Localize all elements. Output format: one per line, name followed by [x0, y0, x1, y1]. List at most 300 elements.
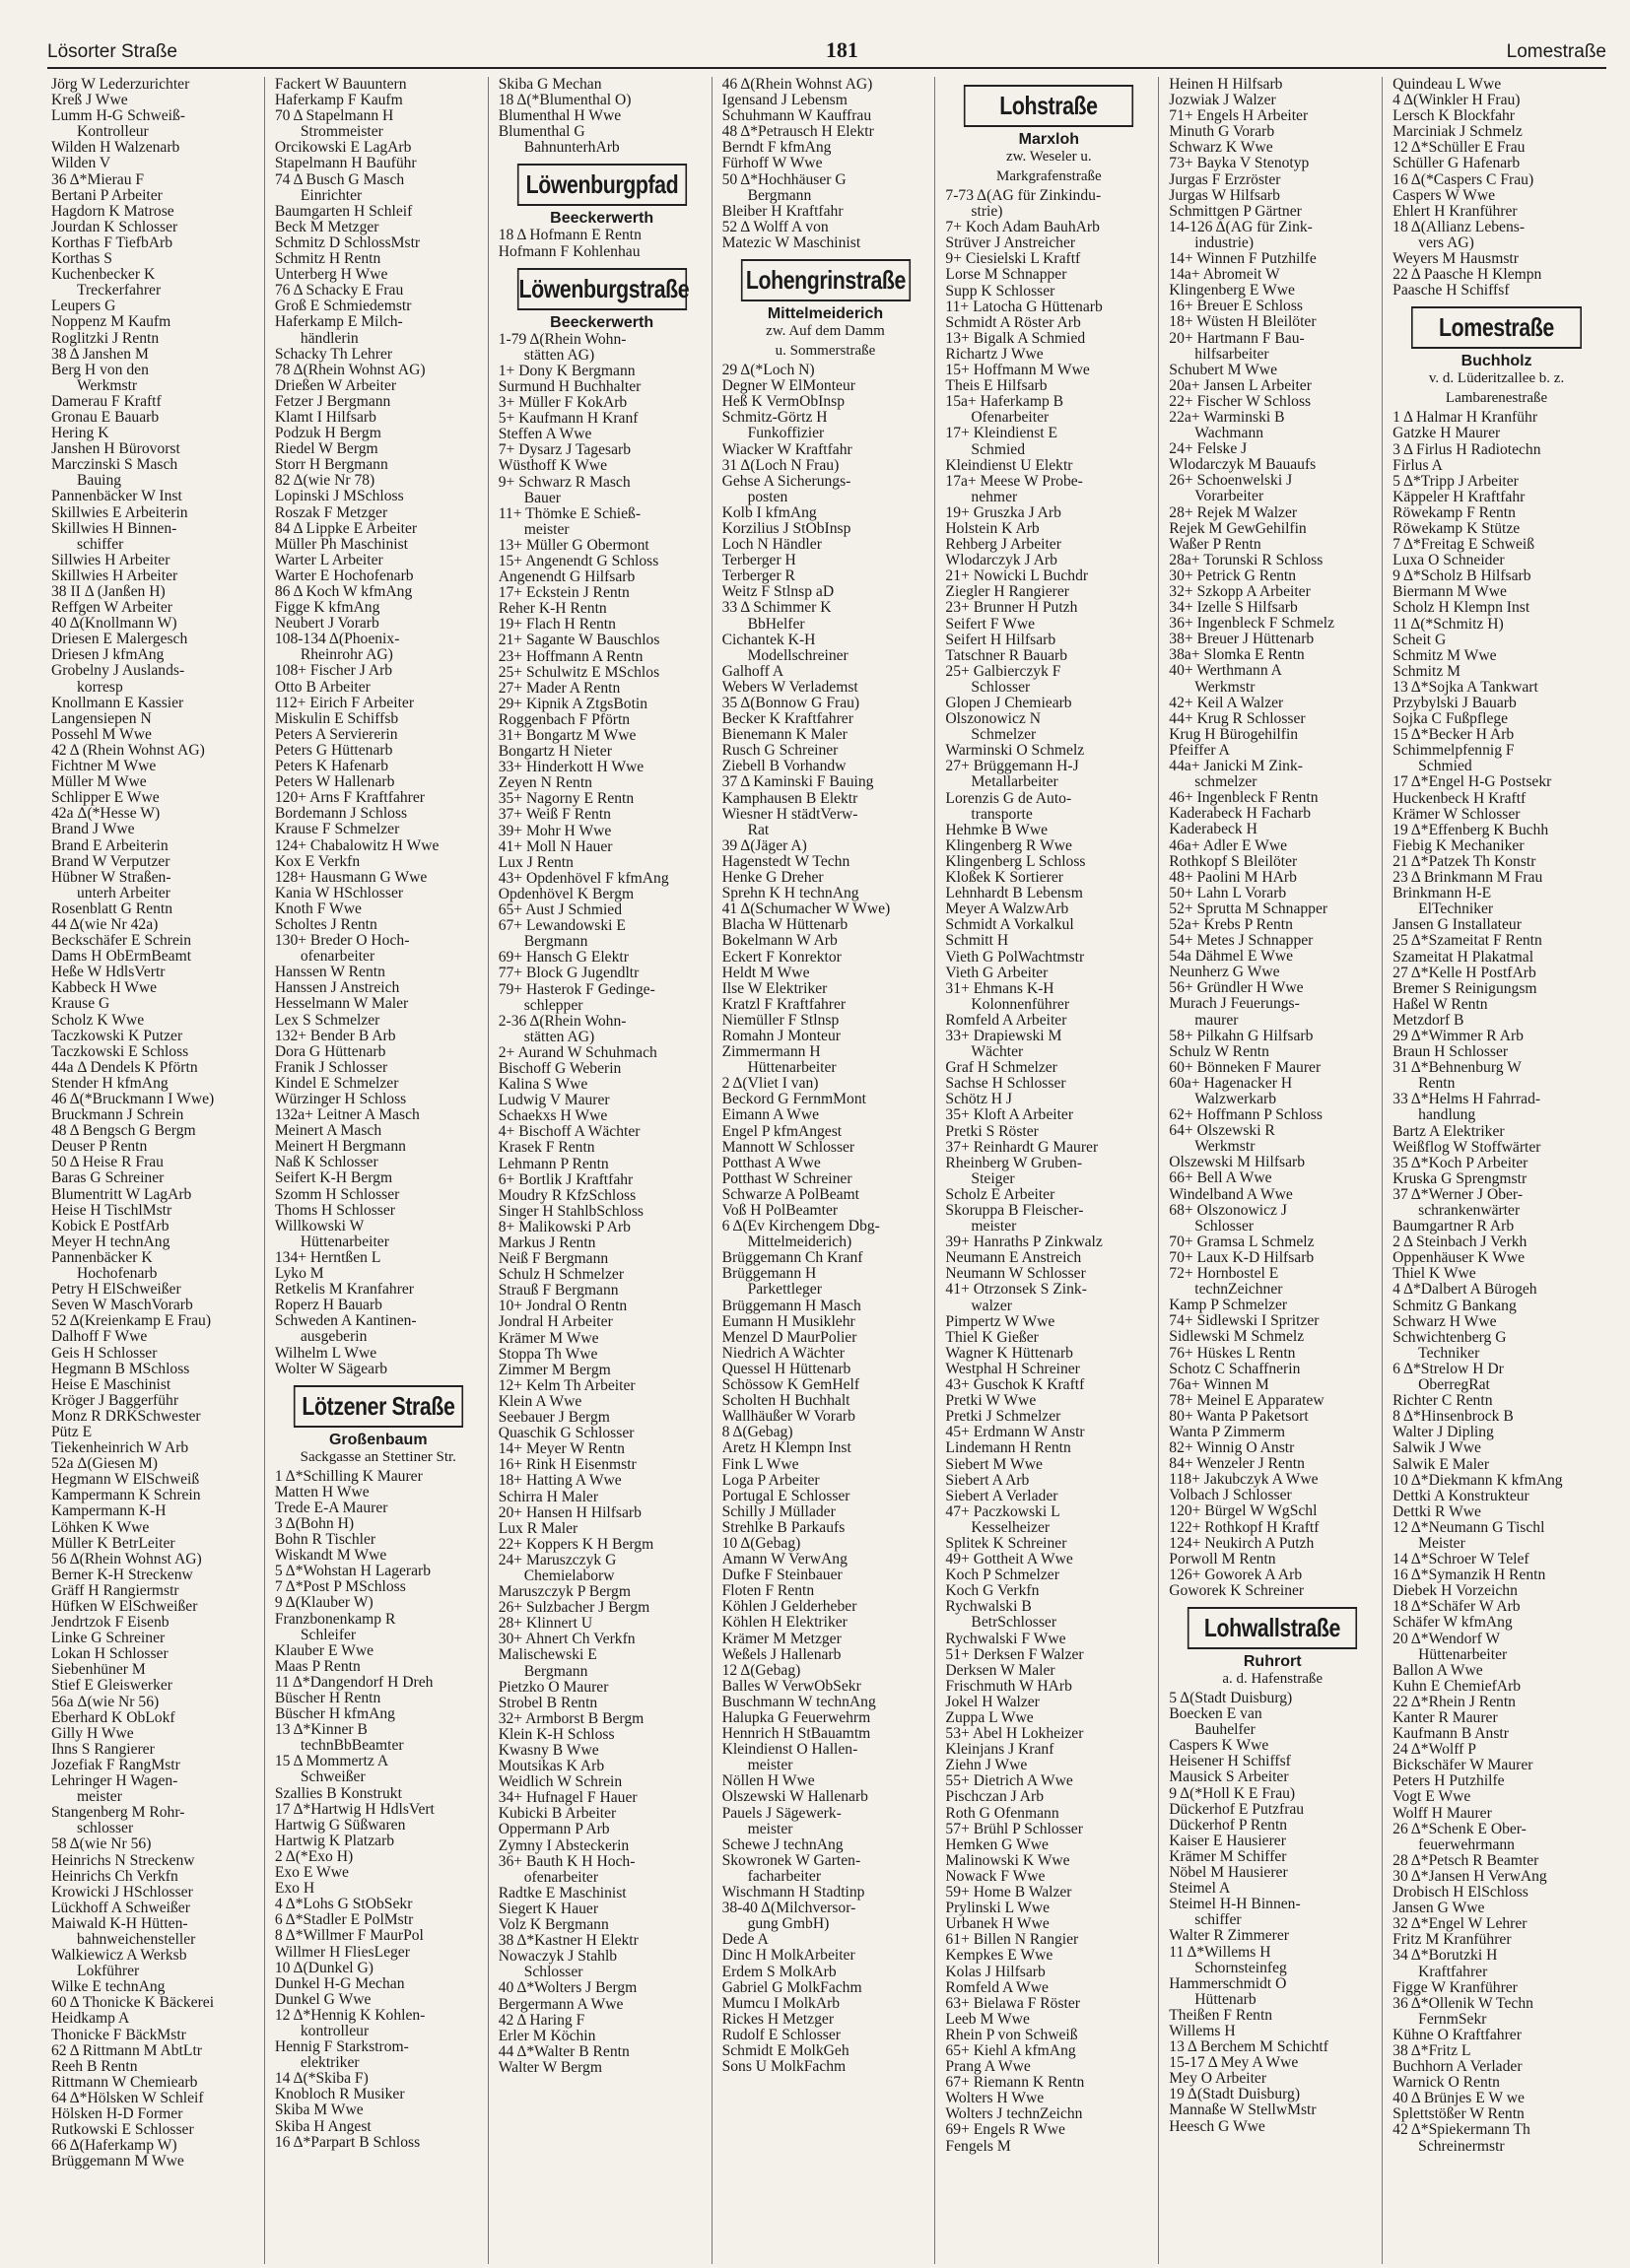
directory-entry: Heesch G Wwe	[1169, 2118, 1265, 2135]
directory-entry: Kox E Verkfn	[274, 853, 361, 870]
directory-entry: Drießen W Arbeiter	[274, 377, 397, 394]
directory-entry: Meyer A WalzwArb	[945, 901, 1069, 918]
directory-entry: 49+ Gottheit A Wwe	[945, 1552, 1073, 1568]
directory-entry: 48 Δ*Petrausch H Elektr	[721, 124, 874, 141]
directory-entry: 17+ Kleindienst E	[945, 426, 1058, 442]
directory-entry: Wilke E technAng	[51, 1979, 166, 1996]
directory-entry: Weßels J Hallenarb	[721, 1646, 842, 1663]
directory-entry: 20+ Hansen H Hilfsarb	[498, 1504, 642, 1521]
directory-entry: Vieth G Arbeiter	[945, 965, 1049, 981]
directory-entry: 35+ Kloft A Arbeiter	[945, 1107, 1074, 1124]
directory-entry: 10 Δ(Gebag)	[721, 1535, 801, 1552]
directory-entry: Warnick O Rentn	[1392, 2075, 1500, 2092]
directory-entry: Jurgas W Hilfsarb	[1169, 187, 1280, 204]
directory-entry: Heisener H Schiffsf	[1169, 1754, 1291, 1770]
entry-continuation: Treckerfahrer	[77, 283, 162, 300]
directory-entry: Klingenberg R Wwe	[945, 837, 1072, 854]
directory-entry: Beckord G FernmMont	[721, 1092, 866, 1108]
directory-entry: Driesen E Malergesch	[51, 632, 188, 648]
entry-continuation: Bauhelfer	[1194, 1722, 1256, 1739]
directory-entry: 21+ Sagante W Bauschlos	[498, 633, 660, 649]
directory-entry: Schacky Th Lehrer	[274, 346, 393, 363]
directory-entry: Pauels J Sägewerk-	[721, 1805, 842, 1822]
directory-entry: Sprehn K H technAng	[721, 886, 859, 902]
entry-continuation: Schornsteinfeg	[1194, 1960, 1287, 1976]
directory-entry: 4 Δ*Dalbert A Bürogeh	[1392, 1282, 1537, 1299]
directory-entry: Niemüller F Stlnsp	[721, 1012, 840, 1029]
directory-entry: 2 Δ(Vliet I van)	[721, 1076, 819, 1093]
directory-entry: 60 Δ Thonicke K Bäckerei	[51, 1995, 215, 2012]
entry-continuation: Lokführer	[77, 1964, 140, 1980]
directory-entry: Dora G Hüttenarb	[274, 1043, 386, 1060]
directory-entry: 38 Δ*Fritz L	[1392, 2042, 1471, 2059]
directory-entry: Dalhoff F Wwe	[51, 1329, 148, 1346]
directory-entry: Heidkamp A	[51, 2011, 130, 2028]
directory-entry: 47+ Paczkowski L	[945, 1503, 1060, 1520]
directory-entry: Salwik E Maler	[1392, 1456, 1490, 1473]
directory-entry: Bergermann A Wwe	[498, 1996, 624, 2013]
entry-continuation: Schleifer	[300, 1627, 357, 1643]
directory-entry: 44+ Krug R Schlosser	[1169, 710, 1306, 727]
entry-continuation: korresp	[77, 679, 123, 696]
directory-entry: Rosenblatt G Rentn	[51, 901, 173, 917]
directory-entry: Korthas S	[51, 251, 112, 268]
directory-entry: 24+ Maruszczyk G	[498, 1552, 617, 1568]
directory-entry: Beck M Metzger	[274, 219, 379, 235]
entry-continuation: bahnweichensteller	[77, 1931, 196, 1948]
directory-entry: Schmitz H Rentn	[274, 251, 381, 268]
directory-entry: Tiekenheinrich W Arb	[51, 1440, 189, 1457]
directory-entry: Berndt F kfmAng	[721, 140, 832, 157]
directory-entry: 70+ Laux K-D Hilfsarb	[1169, 1249, 1315, 1266]
entry-continuation: industrie)	[1194, 234, 1255, 251]
directory-entry: 53+ Abel H Lokheizer	[945, 1726, 1084, 1743]
directory-entry: Hölsken H-D Former	[51, 2106, 183, 2122]
directory-entry: Jourdan K Schlosser	[51, 219, 178, 235]
directory-entry: Groß E Schmiedemstr	[274, 299, 412, 315]
directory-entry: Erler M Köchin	[498, 2028, 596, 2044]
directory-entry: Radtke E Maschinist	[498, 1885, 627, 1901]
entry-continuation: Hüttenarb	[1194, 1991, 1256, 2008]
directory-entry: 52+ Sprutta M Schnapper	[1169, 901, 1328, 917]
directory-entry: Przybylski J Bauarb	[1392, 696, 1517, 711]
directory-entry: Löhken K Wwe	[51, 1519, 150, 1536]
directory-entry: 2 Δ Steinbach J Verkh	[1392, 1234, 1528, 1251]
directory-entry: 22 Δ*Rhein J Rentn	[1392, 1694, 1516, 1710]
directory-entry: Hering K	[51, 426, 109, 442]
entry-continuation: BbHelfer	[747, 616, 805, 633]
directory-entry: Caspers K Wwe	[1169, 1738, 1269, 1755]
directory-entry: Graf H Schmelzer	[945, 1060, 1057, 1077]
entry-continuation: händlerin	[300, 330, 359, 347]
directory-entry: 25+ Schulwitz E MSchlos	[498, 664, 660, 681]
directory-entry: Heldt M Wwe	[721, 965, 810, 981]
directory-entry: Knoth F Wwe	[274, 901, 362, 917]
directory-entry: 3 Δ(Bohn H)	[274, 1515, 355, 1532]
directory-entry: Beckschäfer E Schrein	[51, 933, 192, 950]
directory-entry: Meinert H Bergmann	[274, 1139, 406, 1156]
entry-continuation: Hüttenarbeiter	[1418, 1646, 1508, 1663]
directory-entry: 65+ Aust J Schmied	[498, 902, 623, 919]
entry-continuation: Bergmann	[523, 934, 588, 951]
directory-entry: Schilly J Müllader	[721, 1503, 836, 1520]
directory-entry: Hüfken W ElSchweißer	[51, 1599, 198, 1615]
directory-entry: Lersch K Blockfahr	[1392, 108, 1515, 125]
directory-entry: Schmidt A Röster Arb	[945, 314, 1081, 331]
directory-entry: 62 Δ Rittmann M AbtLtr	[51, 2042, 202, 2059]
directory-entry: 82 Δ(wie Nr 78)	[274, 473, 375, 490]
directory-entry: Dams H ObErmBeamt	[51, 949, 192, 966]
directory-entry: 8+ Malikowski P Arb	[498, 1219, 631, 1235]
directory-entry: Seifert H Hilfsarb	[945, 632, 1056, 648]
entry-continuation: Werkmstr	[1194, 679, 1256, 696]
directory-entry: 52a+ Krebs P Rentn	[1169, 916, 1293, 933]
directory-entry: Brüggemann Ch Kranf	[721, 1250, 863, 1267]
directory-entry: 72+ Hornbostel E	[1169, 1266, 1279, 1283]
directory-entry: Hemken G Wwe	[945, 1836, 1049, 1853]
directory-entry: Maas P Rentn	[274, 1658, 361, 1675]
directory-entry: 9 Δ(*Holl K E Frau)	[1169, 1785, 1296, 1802]
directory-entry: Kaiser E Hausierer	[1169, 1833, 1286, 1849]
directory-entry: Wlodarczyk J Arb	[945, 553, 1057, 569]
directory-entry: 12 Δ*Hennig K Kohlen-	[274, 2007, 426, 2024]
directory-entry: Gronau E Bauarb	[51, 409, 160, 426]
entry-continuation: walzer	[971, 1298, 1012, 1314]
directory-entry: Rychwalski F Wwe	[945, 1631, 1066, 1647]
directory-entry: 7-73 Δ(AG für Zinkindu-	[945, 188, 1102, 204]
directory-entry: Olszonowicz N	[945, 711, 1041, 728]
directory-entry: Loga P Arbeiter	[721, 1472, 820, 1489]
directory-entry: Erdem S MolkArb	[721, 1964, 837, 1980]
directory-entry: Zimmer M Bergm	[498, 1362, 611, 1378]
directory-entry: Schmidt E MolkGeh	[721, 2042, 849, 2059]
directory-entry: Hartwig G Süßwaren	[274, 1817, 406, 1834]
directory-columns	[47, 77, 1606, 2264]
directory-entry: Riedel W Bergm	[274, 441, 378, 458]
entry-continuation: BahnunterhArb	[523, 140, 620, 157]
directory-entry: 76+ Hüskes L Rentn	[1169, 1345, 1296, 1362]
directory-entry: Strehlke B Parkaufs	[721, 1519, 846, 1536]
directory-entry: Sidlewski M Schmelz	[1169, 1329, 1305, 1346]
directory-entry: 44 Δ(wie Nr 42a)	[51, 916, 159, 933]
directory-entry: Walter W Bergm	[498, 2059, 602, 2076]
directory-entry: 16 Δ*Symanzik H Rentn	[1392, 1568, 1546, 1584]
directory-entry: Kleindienst U Elektr	[945, 457, 1073, 474]
directory-entry: Taczkowski E Schloss	[51, 1043, 189, 1060]
directory-entry: Kruska G Sprengmstr	[1392, 1170, 1528, 1187]
directory-entry: 23+ Brunner H Putzh	[945, 600, 1078, 617]
directory-entry: 7 Δ*Freitag E Schweiß	[1392, 537, 1534, 554]
directory-entry: 1 Δ*Schilling K Maurer	[274, 1468, 423, 1485]
directory-entry: Pannenbäcker K	[51, 1249, 153, 1266]
entry-continuation: Rheinrohr AG)	[300, 647, 393, 664]
directory-entry: Schmitz M	[1392, 663, 1461, 680]
directory-entry: Schmitz-Görtz H	[721, 410, 828, 427]
directory-entry: Stender H kfmAng	[51, 1075, 169, 1092]
street-heading: Lohwallstraße	[1188, 1607, 1357, 1649]
directory-entry: Amann W VerwAng	[721, 1552, 848, 1568]
directory-entry: Lindemann H Rentn	[945, 1440, 1071, 1457]
directory-entry: Romahn J Monteur	[721, 1028, 841, 1044]
entry-continuation: Schlosser	[971, 679, 1031, 696]
entry-continuation: Ofenarbeiter	[971, 410, 1050, 427]
directory-entry: Kaufmann B Anstr	[1392, 1726, 1509, 1743]
directory-entry: Rehberg J Arbeiter	[945, 537, 1061, 554]
directory-entry: Roperz H Bauarb	[274, 1298, 382, 1314]
directory-entry: Pimpertz W Wwe	[945, 1313, 1055, 1330]
directory-entry: 3 Δ Firlus H Radiotechn	[1392, 441, 1541, 458]
directory-entry: 17+ Eckstein J Rentn	[498, 585, 630, 602]
directory-entry: Luxa O Schneider	[1392, 553, 1505, 569]
entry-continuation: Hüttenarbeiter	[747, 1060, 837, 1077]
directory-entry: Klein K-H Schloss	[498, 1726, 615, 1743]
directory-entry: Wolters H Wwe	[945, 2091, 1045, 2107]
directory-entry: 14+ Meyer W Rentn	[498, 1441, 625, 1458]
directory-entry: Scholten H Buchhalt	[721, 1393, 850, 1410]
entry-continuation: Kesselheizer	[971, 1519, 1051, 1536]
directory-entry: Schäfer W kfmAng	[1392, 1615, 1513, 1632]
directory-entry: Volbach J Schlosser	[1169, 1488, 1292, 1504]
directory-entry: 46+ Ingenbleck F Rentn	[1169, 790, 1319, 807]
directory-entry: Kanter R Maurer	[1392, 1710, 1498, 1726]
directory-entry: 36+ Ingenbleck F Schmelz	[1169, 616, 1335, 633]
directory-entry: Siebert M Wwe	[945, 1456, 1043, 1473]
directory-entry: Siegert K Hauer	[498, 1901, 599, 1917]
directory-entry: Strobel B Rentn	[498, 1695, 598, 1711]
directory-entry: 21 Δ*Patzek Th Konstr	[1392, 853, 1536, 870]
directory-entry: 6+ Bortlik J Kraftfahr	[498, 1171, 634, 1188]
directory-entry: Stoppa Th Wwe	[498, 1346, 598, 1363]
directory-entry: 84+ Wenzeler J Rentn	[1169, 1456, 1305, 1473]
directory-entry: 38-40 Δ(Milchversor-	[721, 1901, 856, 1917]
directory-entry: Pretki W Wwe	[945, 1393, 1037, 1410]
directory-entry: 10 Δ*Diekmann K kfmAng	[1392, 1472, 1563, 1489]
directory-entry: Scholz K Wwe	[51, 1012, 145, 1029]
directory-column	[1389, 77, 1606, 2264]
directory-entry: 5 Δ*Tripp J Arbeiter	[1392, 473, 1519, 490]
directory-entry: Maruszczyk P Bergm	[498, 1584, 631, 1601]
directory-entry: Lorenzis G de Auto-	[945, 790, 1072, 807]
directory-entry: Rutkowski E Schlosser	[51, 2122, 194, 2139]
directory-entry: Klamt I Hilfsarb	[274, 409, 376, 426]
directory-entry: Lux J Rentn	[498, 854, 574, 871]
directory-entry: 22+ Fischer W Schloss	[1169, 393, 1312, 410]
entry-continuation: Meister	[1418, 1535, 1465, 1552]
directory-entry: Brand J Wwe	[51, 822, 135, 838]
directory-entry: Bruckmann J Schrein	[51, 1107, 184, 1124]
directory-entry: Balles W VerwObSekr	[721, 1678, 861, 1695]
directory-entry: Otto B Arbeiter	[274, 679, 371, 696]
directory-entry: Scholz H Klempn Inst	[1392, 600, 1530, 617]
directory-entry: Schmitz G Bankang	[1392, 1298, 1517, 1314]
directory-entry: 37 Δ Kaminski F Bauing	[721, 774, 874, 791]
directory-entry: Hübner W Straßen-	[51, 869, 171, 886]
directory-entry: 32 Δ*Engel W Lehrer	[1392, 1916, 1528, 1933]
directory-entry: Cichantek K-H	[721, 632, 816, 648]
directory-entry: Weyers M Hausmstr	[1392, 251, 1519, 268]
entry-continuation: Bauing	[77, 473, 122, 490]
directory-entry: Heinrichs Ch Verkfn	[51, 1868, 178, 1885]
directory-entry: 31+ Ehmans K-H	[945, 980, 1054, 997]
district-heading: Mittelmeiderich	[767, 305, 884, 323]
directory-entry: Reffgen W Arbeiter	[51, 600, 172, 617]
directory-column	[495, 77, 713, 2264]
directory-entry: Ziegler H Rangierer	[945, 584, 1069, 601]
directory-entry: Wiskandt M Wwe	[274, 1548, 387, 1565]
directory-entry: 36 Δ*Ollenik W Techn	[1392, 1995, 1533, 2012]
directory-entry: Blumentritt W LagArb	[51, 1186, 192, 1203]
directory-entry: Kampermann K Schrein	[51, 1488, 201, 1504]
directory-entry: 15 Δ*Becker H Arb	[1392, 727, 1515, 744]
directory-entry: Krämer M Metzger	[721, 1631, 842, 1647]
directory-entry: Wiacker W Kraftfahr	[721, 441, 852, 458]
entry-continuation: meister	[747, 1758, 793, 1774]
directory-entry: Kolb I kfmAng	[721, 504, 817, 521]
directory-entry: 18+ Hatting A Wwe	[498, 1473, 622, 1490]
directory-entry: Siebenhüner M	[51, 1662, 146, 1679]
directory-entry: 15-17 Δ Mey A Wwe	[1169, 2055, 1299, 2072]
directory-entry: Bertani P Arbeiter	[51, 187, 163, 204]
directory-entry: Splitek K Schreiner	[945, 1535, 1067, 1552]
directory-entry: 14-126 Δ(AG für Zink-	[1169, 219, 1313, 235]
directory-entry: 40 Δ(Knollmann W)	[51, 616, 177, 633]
street-heading: Lohengrinstraße	[740, 259, 910, 301]
directory-entry: 18+ Wüsten H Bleilöter	[1169, 314, 1317, 331]
directory-entry: Lokan H Schlosser	[51, 1646, 169, 1663]
directory-entry: Klauber E Wwe	[274, 1642, 374, 1659]
directory-entry: Bordemann J Schloss	[274, 806, 408, 823]
directory-entry: 66+ Bell A Wwe	[1169, 1170, 1272, 1187]
directory-entry: 50+ Lahn L Vorarb	[1169, 885, 1287, 901]
entry-continuation: meister	[971, 1219, 1017, 1235]
directory-entry: Blumenthal H Wwe	[498, 108, 622, 125]
directory-entry: Willkowski W	[274, 1218, 365, 1234]
directory-entry: Angenendt G Hilfsarb	[498, 569, 636, 586]
directory-entry: Aretz H Klempn Inst	[721, 1440, 851, 1457]
directory-entry: Steffen A Wwe	[498, 427, 592, 443]
page-header	[47, 37, 1606, 69]
directory-entry: Köhlen J Gelderheber	[721, 1599, 857, 1616]
directory-entry: Ziebell B Vorhandw	[721, 759, 847, 775]
directory-entry: Figge K kfmAng	[274, 600, 380, 617]
directory-entry: Malischewski E	[498, 1647, 597, 1664]
directory-entry: Bienemann K Maler	[721, 727, 848, 744]
directory-entry: 16 Δ(*Caspers C Frau)	[1392, 171, 1534, 188]
directory-entry: Surmund H Buchhalter	[498, 378, 642, 395]
directory-entry: Warter E Hochofenarb	[274, 567, 414, 584]
directory-entry: Oppermann P Arb	[498, 1822, 610, 1838]
directory-entry: Dunkel G Wwe	[274, 1991, 372, 2008]
directory-entry: Fetzer J Bergmann	[274, 393, 391, 410]
directory-entry: Dückerhof E Putzfrau	[1169, 1801, 1305, 1818]
directory-entry: 7 Δ*Post P MSchloss	[274, 1579, 406, 1596]
directory-entry: Schlipper E Wwe	[51, 790, 160, 807]
directory-entry: Malinowski K Wwe	[945, 1852, 1070, 1869]
directory-entry: 5+ Kaufmann H Kranf	[498, 411, 639, 428]
directory-entry: Ballon A Wwe	[1392, 1662, 1483, 1679]
directory-entry: Jendrtzok F Eisenb	[51, 1615, 170, 1632]
directory-entry: Kaderabeck H	[1169, 822, 1257, 838]
district-heading: Beeckerwerth	[550, 313, 654, 331]
directory-entry: 2 Δ(*Exo H)	[274, 1848, 354, 1865]
directory-entry: Seifert K-H Bergm	[274, 1170, 393, 1187]
directory-column	[47, 77, 265, 2264]
directory-entry: Murach J Feuerungs-	[1169, 996, 1300, 1013]
entry-continuation: schiffer	[1194, 1912, 1242, 1929]
directory-column	[1165, 77, 1383, 2264]
directory-entry: Holstein K Arb	[945, 520, 1040, 537]
directory-entry: Blumenthal G	[498, 124, 585, 141]
directory-entry: Kwasny B Wwe	[498, 1743, 599, 1759]
directory-entry: 31 Δ*Behnenburg W	[1392, 1060, 1522, 1077]
directory-entry: 8 Δ*Willmer F MaurPol	[274, 1928, 424, 1945]
directory-entry: 13+ Bigalk A Schmied	[945, 330, 1086, 347]
directory-entry: Leupers G	[51, 299, 116, 315]
directory-entry: 12 Δ(Gebag)	[721, 1662, 801, 1679]
directory-entry: Glopen J Chemiearb	[945, 696, 1072, 711]
street-heading: Lomestraße	[1411, 306, 1582, 349]
directory-entry: 1+ Dony K Bergmann	[498, 363, 636, 379]
directory-entry: Rychwalski B	[945, 1599, 1032, 1616]
directory-entry: 33 Δ*Helms H Fahrrad-	[1392, 1092, 1541, 1108]
directory-entry: Possehl M Wwe	[51, 726, 152, 743]
directory-entry: Roszak F Metzger	[274, 504, 388, 521]
directory-entry: Loch N Händler	[721, 537, 822, 554]
directory-entry: 78+ Meinel E Apparatew	[1169, 1392, 1324, 1409]
directory-entry: Gabriel G MolkFachm	[721, 1979, 862, 1996]
directory-entry: 54a Dähmel E Wwe	[1169, 949, 1293, 966]
directory-entry: Hesselmann W Maler	[274, 996, 409, 1013]
directory-entry: 4 Δ*Lohs G StObSekr	[274, 1897, 413, 1913]
directory-entry: Becker K Kraftfahrer	[721, 711, 853, 728]
directory-entry: 50 Δ*Hochhäuser G	[721, 171, 847, 188]
directory-entry: Potthast W Schreiner	[721, 1170, 852, 1187]
street-location-note: u. Sommerstraße	[775, 343, 876, 360]
directory-entry: Westphal H Schreiner	[945, 1361, 1080, 1377]
directory-entry: Bickschäfer W Maurer	[1392, 1758, 1533, 1774]
directory-entry: Engel P kfmAngest	[721, 1123, 843, 1140]
directory-entry: Jozefiak F RangMstr	[51, 1757, 180, 1773]
entry-continuation: gung GmbH)	[747, 1916, 830, 1933]
directory-entry: Kabbeck H Wwe	[51, 980, 158, 997]
directory-entry: Steimel A	[1169, 1881, 1231, 1898]
entry-continuation: Chemielaborw	[523, 1568, 615, 1584]
entry-continuation: Techniker	[1418, 1345, 1480, 1362]
directory-entry: Hartwig K Platzarb	[274, 1833, 395, 1849]
directory-entry: Strüver J Anstreicher	[945, 235, 1076, 252]
directory-entry: 42a Δ(*Hesse W)	[51, 806, 161, 823]
entry-continuation: Bauer	[523, 490, 561, 506]
directory-entry: 60+ Bönneken F Maurer	[1169, 1059, 1322, 1076]
directory-entry: Schimmelpfennig F	[1392, 743, 1515, 760]
district-heading: Beeckerwerth	[550, 210, 654, 228]
directory-entry: 46 Δ(*Bruckmann I Wwe)	[51, 1092, 215, 1107]
directory-entry: Kindel E Schmelzer	[274, 1075, 399, 1092]
directory-entry: Wagner K Hüttenarb	[945, 1345, 1073, 1362]
directory-entry: 2+ Aurand W Schuhmach	[498, 1044, 657, 1061]
directory-entry: 12 Δ*Neumann G Tischl	[1392, 1519, 1545, 1536]
directory-entry: Wallhäußer W Vorarb	[721, 1409, 855, 1426]
directory-entry: Kuhn E ChemiefArb	[1392, 1678, 1522, 1695]
directory-entry: Waßer P Rentn	[1169, 536, 1261, 553]
directory-entry: 20 Δ*Wendorf W	[1392, 1631, 1501, 1647]
directory-entry: Wilden V	[51, 156, 111, 172]
directory-entry: Heise E Maschinist	[51, 1376, 171, 1393]
header-left-street: Lösorter Straße	[47, 41, 177, 62]
directory-entry: Warter L Arbeiter	[274, 552, 383, 568]
directory-entry: Schmitt H	[945, 933, 1009, 950]
directory-entry: Weißflog W Stoffwärter	[1392, 1139, 1541, 1156]
